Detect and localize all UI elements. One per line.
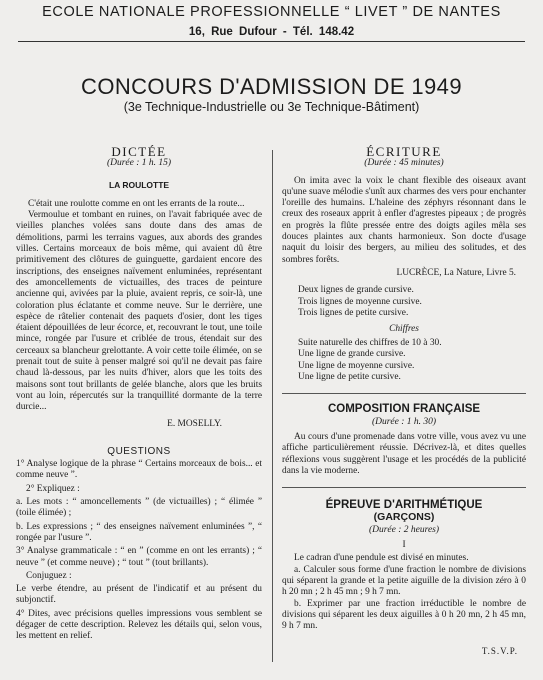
- questions-title: QUESTIONS: [107, 445, 171, 457]
- ecriture-source: LUCRÈCE, La Nature, Livre 5.: [396, 267, 516, 278]
- question-item: a. Les mots : “ amoncellements ” (de victuailles) ; “ élimée ” (toile élimée) ;: [16, 497, 262, 519]
- dictee-title: DICTÉE: [111, 144, 167, 159]
- question-item: 1° Analyse logique de la phrase “ Certains morceaux de bois... et comme neuve ”.: [16, 459, 262, 481]
- section-divider: [282, 393, 526, 394]
- chiffres-line: Une ligne de moyenne cursive.: [298, 360, 415, 371]
- ecriture-text: On imita avec la voix le chant flexible des oiseaux avant qu'une suave mélodie s'unît aux charmes des vers pour enchanter l'oreille des humains. L'haleine des zéphyrs résonnant dans le creux des roseaux apprit à enfler d'agrestes pipeaux ; de progrès en progrès la flûte pressée entre des doigts agiles mêla ses douces plaintes aux chants harmonieux. Son docte d'usage naquit du loisir des bergers, au milieu des solitudes, et des sombres forêts.: [282, 175, 526, 265]
- composition-duration: (Durée : 1 h. 30): [371, 416, 437, 427]
- arithmetique-title: ÉPREUVE D'ARITHMÉTIQUE: [325, 499, 483, 512]
- arithmetique-item: a. Calculer sous forme d'une fraction le nombre de divisions qui séparent la grande et la petite aiguille de la division zéro à 0 h 20 mn ; 2 h 45 mn ; 9 h 7 mn.: [282, 564, 526, 598]
- school-address: 16, Rue Dufour - Tél. 148.42: [188, 26, 355, 38]
- page-subtitle: (3e Technique-Industrielle ou 3e Technique-Bâtiment): [123, 100, 420, 114]
- arithmetique-duration: (Durée : 2 heures): [368, 524, 440, 535]
- arithmetique-subtitle: (GARÇONS): [373, 511, 435, 524]
- question-item: b. Les expressions ; “ des enseignes naïvement enluminées ”, “ rongée par l'usure ”.: [16, 521, 262, 543]
- question-item: 2° Expliquez :: [26, 483, 80, 494]
- ecriture-duration: (Durée : 45 minutes): [364, 158, 444, 169]
- question-item: Le verbe étendre, au présent de l'indicatif et au présent du subjonctif.: [16, 584, 262, 606]
- column-divider: [272, 150, 273, 662]
- dictee-duration: (Durée : 1 h. 15): [106, 158, 172, 169]
- dictee-paragraph: C'était une roulotte comme en ont les errants de la route...: [28, 198, 245, 209]
- arithmetique-item: b. Exprimer par une fraction irréductible le nombre de divisions qui séparent les deux aiguilles à 0 h 20 mn, 2 h 45 mn, 9 h 7 mn.: [282, 598, 526, 632]
- ecriture-line: Trois lignes de moyenne cursive.: [298, 296, 422, 307]
- question-item: 4° Dites, avec précisions quelles impressions vous semblent se dégager de cette description. Relevez les détails qui, selon vous, les mettent en relief.: [16, 608, 262, 642]
- chiffres-line: Une ligne de petite cursive.: [298, 372, 401, 382]
- page-title: CONCOURS D'ADMISSION DE 1949: [81, 74, 462, 99]
- chiffres-line: Une ligne de grande cursive.: [298, 349, 406, 360]
- ecriture-lines: [298, 285, 526, 319]
- ecriture-line: Trois lignes de petite cursive.: [298, 308, 409, 319]
- question-item: Conjuguez :: [26, 570, 72, 581]
- question-item: 3° Analyse grammaticale : “ en ” (comme en ont les errants) ; “ neuve ” (et comme neuve) ; “ tout ” (tout brillants).: [16, 546, 262, 568]
- arithmetique-text: Le cadran d'une pendule est divisé en minutes.: [294, 553, 469, 564]
- school-name: ECOLE NATIONALE PROFESSIONNELLE “ LIVET ” DE NANTES: [42, 4, 501, 20]
- dictee-author: E. MOSELLY.: [167, 418, 222, 429]
- ecriture-title: ÉCRITURE: [366, 144, 442, 159]
- right-column: [282, 146, 526, 658]
- chiffres-title: Chiffres: [389, 324, 419, 335]
- tsvp-note: T.S.V.P.: [481, 646, 518, 657]
- chiffres-line: Suite naturelle des chiffres de 10 à 30.: [298, 337, 442, 348]
- dictee-text-title: LA ROULOTTE: [108, 179, 170, 190]
- section-divider: [282, 487, 526, 488]
- dictee-column: [16, 146, 262, 643]
- header-rule: [18, 41, 525, 42]
- composition-text: Au cours d'une promenade dans votre ville, vous avez vu une affiche particulièrement réussie. Décrivez-là, et dites quelles réflexions vous suggèrent l'usage et les procédés de la publicité dans la vie moderne.: [282, 432, 526, 476]
- problem-numeral: I: [402, 540, 406, 551]
- ecriture-line: Deux lignes de grande cursive.: [298, 285, 414, 296]
- composition-title: COMPOSITION FRANÇAISE: [327, 403, 481, 416]
- dictee-paragraph: Vermoulue et tombant en ruines, on l'avait fabriquée avec de vieilles planches volées sans doute dans des amas de démolitions, parmi les terrains vagues, aux abords des grandes villes. Certains morceaux de bois même, qui avaient dû être primitivement des clôtures de guinguette, gardaient encore des inscriptions, des enseignes naïvement enluminées, représentant des amoncellements de victuailles, des traces de peinture ancienne qui, avivées par la pluie, avaient repris, ce soir-là, une coloration plus éclatante et comme neuve. Sur le derrière, une espèce de râtelier contenait des paquets d'osier, dont les tiges étaient dépouillées de leur écorce, et, recouvrant le tout, une toile mince, rongée par l'usure et criblée de trous, étendait sur des cerceaux sa blancheur grelottante. A voir cette toile élimée, on se prenait tout de suite à penser malgré soi qu'il ne devait pas faire chaud là-dessous, par les nuits d'hiver, alors que les toits des maisons sont tout brillants de gelée blanche, alors que les bruits vont au loin, répercutés sur la tranquillité dormante de la terre durcie...: [16, 210, 262, 413]
- chiffres-lines: [298, 338, 526, 384]
